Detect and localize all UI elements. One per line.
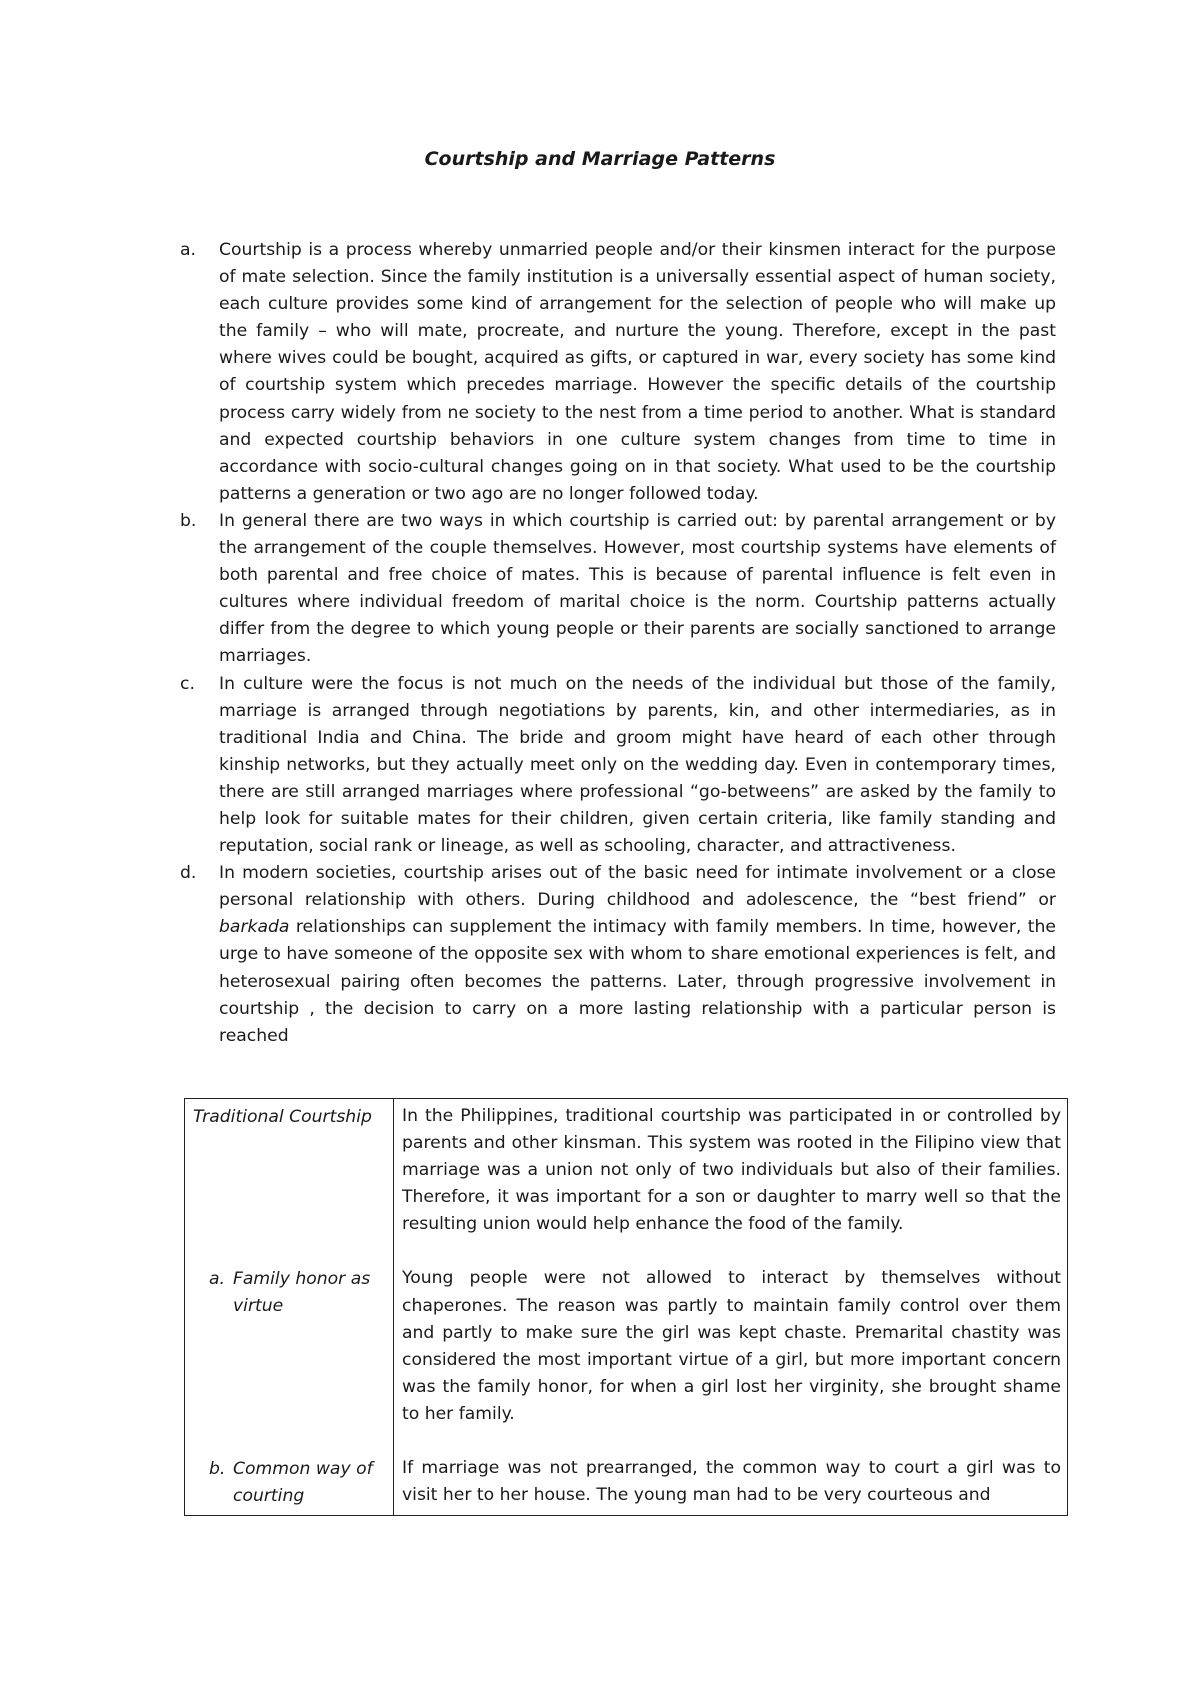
list-item-a [180,237,1056,508]
list-item-c [180,671,1056,861]
list-item-text [219,860,1056,1050]
table-subheading [185,1456,393,1510]
list-item-text: Courtship is a process whereby unmarried people and/or their kinsmen interact for the purpose of mate selection. Since the family institution is a universally essential aspect of human society, each culture provides some kind of arrangement for the selection of people who will make up the family – who will mate, procreate, and nurture the young. Therefore, except in the past where wives could be bought, acquired as gifts, or captured in war, every society has some kind of courtship system which precedes marriage. However the specific details of the courtship process carry widely from ne society to the nest from a time period to another. What is standard and expected courtship behaviors in one culture system changes from time to time in accordance with socio-cultural changes going on in that society. What used to be the courtship patterns a generation or two ago are no longer followed today. [219,240,1056,504]
table-row-label [185,1099,394,1516]
table-subheading-letter: a. [209,1268,225,1289]
list-item-text-italic: barkada [219,917,290,938]
table-row-description-text: In the Philippines, traditional courtship was participated in or controlled by parents and other kinsman. This system was rooted in the Filipino view that marriage was a union not only of two individuals but also of their families. Therefore, it was important for a son or daughter to marry well so that the resulting union would help enhance the food of the family. [402,1106,1061,1235]
table-row [185,1099,1068,1516]
page-title: Courtship and Marriage Patterns [424,148,776,170]
list-item-text-before: In modern societies, courtship arises out of the basic need for intimate involvement or a close personal relationship with others. During childhood and adolescence, the “best friend” or [219,863,1056,911]
table-section-heading [185,1104,393,1131]
list-item-letter: d. [180,863,197,884]
list-item-letter: b. [180,510,197,531]
row-spacer [402,1428,1061,1455]
table-row-description-text: Young people were not allowed to interact by themselves without chaperones. The reason was partly to maintain family control over them and partly to make sure the girl was kept chaste. Premarital chastity was considered the most important virtue of a girl, but more important concern was the family honor, for when a girl lost her virginity, she brought shame to her family. [402,1268,1061,1424]
list-item-letter: c. [180,673,195,694]
table-row-label-text: Family honor as virtue [233,1268,371,1317]
table-subheading-letter: b. [209,1458,226,1479]
table-row-label-text: Common way of courting [233,1458,373,1506]
table-row-description-text: If marriage was not prearranged, the common way to court a girl was to visit her to her house. The young man had to be very courteous and [402,1458,1061,1506]
row-spacer [402,1238,1061,1265]
list-item-text: In culture were the focus is not much on the needs of the individual but those of the family, marriage is arranged through negotiations by parents, kin, and other intermediaries, as in traditional India and China. The bride and groom might have heard of each other through kinship networks, but they actually meet only on the wedding day. Even in contemporary times, there are still arranged marriages where professional “go-betweens” are asked by the family to help look for suitable mates for their children, given certain criteria, like family standing and reputation, social rank or lineage, as well as schooling, character, and attractiveness. [219,673,1056,857]
list-item-letter: a. [180,240,196,260]
table-row-description [394,1099,1068,1516]
table-row-label-text: Traditional Courtship [193,1106,372,1127]
list-item-b [180,508,1056,671]
list-item-text: In general there are two ways in which courtship is carried out: by parental arrangement or by the arrangement of the couple themselves. However, most courtship systems have elements of both parental and free choice of mates. This is because of parental influence is felt even in cultures where individual freedom of marital choice is the norm. Courtship patterns actually differ from the degree to which young people or their parents are socially sanctioned to arrange marriages. [219,510,1056,667]
courtship-table [184,1098,1068,1516]
paragraph-list [180,237,1056,1050]
list-item-d [180,860,1056,1050]
list-item-text-after: relationships can supplement the intimacy with family members. In time, however, the urge to have someone of the opposite sex with whom to share emotional experiences is felt, and heterosexual pairing often becomes the patterns. Later, through progressive involvement in courtship , the decision to carry on a more lasting relationship with a particular person is reached [219,917,1056,1046]
table-subheading [185,1266,393,1320]
